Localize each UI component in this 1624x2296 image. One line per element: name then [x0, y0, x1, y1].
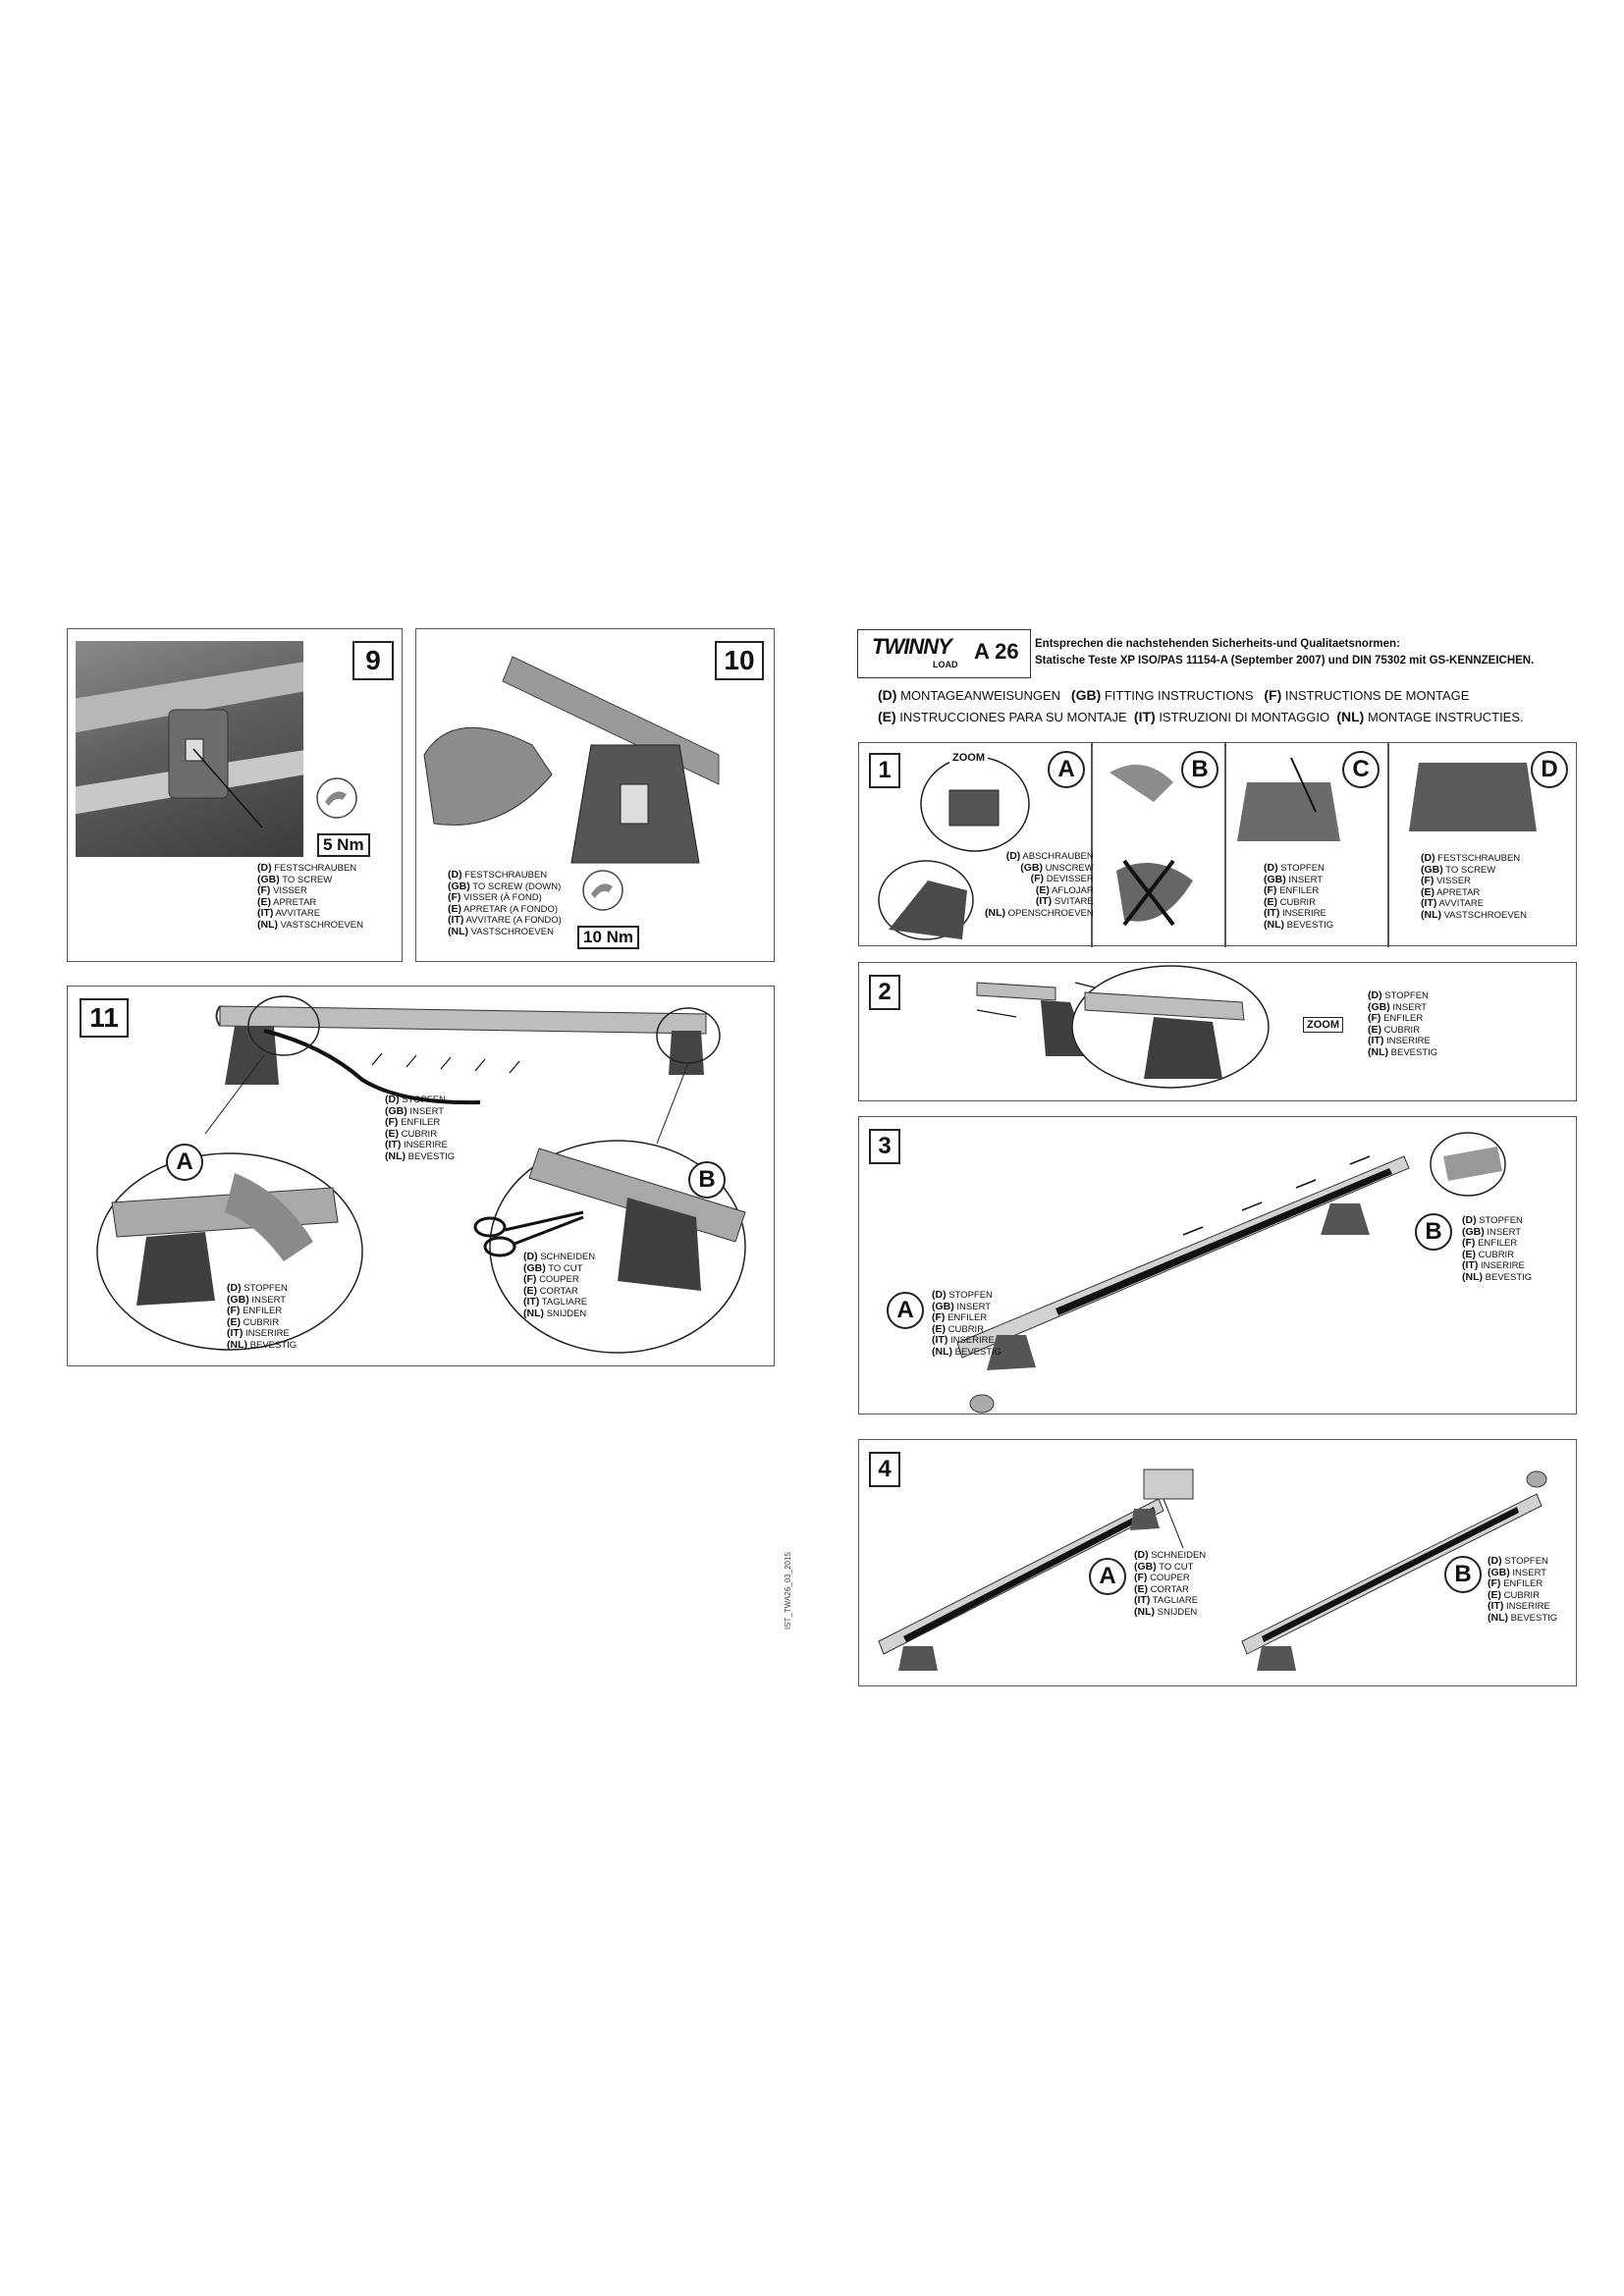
hand-tightening-illustration [424, 637, 719, 863]
step-10-legend: (D) FESTSCHRAUBEN (GB) TO SCREW (DOWN) (F) VISSER (À FOND) (E) APRETAR (A FONDO) (IT) AVVITARE (A FONDO) (NL) VASTSCHROEVEN [448, 869, 562, 937]
step-2-panel [858, 962, 1577, 1101]
step-4-b-marker: B [1444, 1556, 1482, 1593]
torque-value: 10 Nm [577, 926, 639, 949]
detail-b-marker: B [688, 1161, 726, 1199]
detail-a-marker: A [166, 1144, 203, 1181]
step-11-panel [67, 986, 775, 1366]
step-9-panel [67, 628, 403, 962]
step-1-d-legend: (D) FESTSCHRAUBEN (GB) TO SCREW (F) VISSER (E) APRETAR (IT) AVVITARE (NL) VASTSCHROEVEN [1421, 852, 1527, 921]
detail-a-legend: (D) STOPFEN (GB) INSERT (F) ENFILER (E) CUBRIR (IT) INSERIRE (NL) BEVESTIG [227, 1282, 298, 1351]
step-4-a-legend: (D) SCHNEIDEN (GB) TO CUT (F) COUPER (E) CORTAR (IT) TAGLIARE (NL) SNIJDEN [1134, 1549, 1207, 1618]
step-number: 9 [352, 641, 394, 680]
standards-line-2: Statische Teste XP ISO/PAS 11154-A (September 2007) und DIN 75302 mit GS-KENNZEICHEN. [1035, 655, 1535, 667]
step-1-b-marker: B [1181, 751, 1218, 788]
roof-bar-foot-illustration [76, 641, 303, 857]
step-number: 2 [869, 975, 900, 1010]
document-code: IST_TWA26_03_2015 [784, 1552, 792, 1629]
brand-logo [857, 629, 1031, 678]
standards-line-1: Entsprechen die nachstehenden Sicherheits-und Qualitaetsnormen: [1035, 638, 1400, 650]
step-1-a-marker: A [1048, 751, 1085, 788]
torque-value: 5 Nm [317, 833, 370, 857]
wrench-hand-icon [315, 776, 358, 820]
brand-sub: LOAD [933, 660, 958, 669]
step-2-illustration [859, 963, 1578, 1102]
step-number: 11 [80, 998, 129, 1038]
step-1-d-marker: D [1531, 751, 1568, 788]
step-2-legend: (D) STOPFEN (GB) INSERT (F) ENFILER (E) CUBRIR (IT) INSERIRE (NL) BEVESTIG [1368, 989, 1438, 1058]
step-9-legend: (D) FESTSCHRAUBEN (GB) TO SCREW (F) VISSER (E) APRETAR (IT) AVVITARE (NL) VASTSCHROEVEN [257, 862, 363, 931]
step-1-c-legend: (D) STOPFEN (GB) INSERT (F) ENFILER (E) CUBRIR (IT) INSERIRE (NL) BEVESTIG [1264, 862, 1334, 931]
model-name: A 26 [974, 639, 1019, 664]
detail-b-legend: (D) SCHNEIDEN (GB) TO CUT (F) COUPER (E) CORTAR (IT) TAGLIARE (NL) SNIJDEN [523, 1251, 596, 1319]
step-3-a-legend: (D) STOPFEN (GB) INSERT (F) ENFILER (E) CUBRIR (IT) INSERIRE (NL) BEVESTIG [932, 1289, 1002, 1358]
step-11-legend: (D) STOPFEN (GB) INSERT (F) ENFILER (E) CUBRIR (IT) INSERIRE (NL) BEVESTIG [385, 1094, 456, 1162]
step-10-panel [415, 628, 775, 962]
step-1-a-legend: (D) ABSCHRAUBEN (GB) UNSCREW (F) DEVISSER (E) AFLOJAR (IT) SVITARE (NL) OPENSCHROEVEN [985, 850, 1094, 919]
step-number: 4 [869, 1452, 900, 1487]
step-4-a-marker: A [1089, 1558, 1126, 1595]
step-3-b-legend: (D) STOPFEN (GB) INSERT (F) ENFILER (E) CUBRIR (IT) INSERIRE (NL) BEVESTIG [1462, 1214, 1533, 1283]
step-number: 3 [869, 1129, 900, 1164]
step-3-a-marker: A [887, 1292, 924, 1329]
step-number: 1 [869, 753, 900, 788]
brand-name: TWINNY [872, 634, 951, 659]
wrench-hand-icon [581, 869, 624, 912]
step-number: 10 [715, 641, 764, 680]
title-row-2: (E) INSTRUCCIONES PARA SU MONTAJE (IT) ISTRUZIONI DI MONTAGGIO (NL) MONTAGE INSTRUCTIES. [878, 709, 1524, 724]
title-row-1: (D) MONTAGEANWEISUNGEN (GB) FITTING INSTRUCTIONS (F) INSTRUCTIONS DE MONTAGE [878, 687, 1470, 703]
step-3-b-marker: B [1415, 1213, 1452, 1251]
zoom-label: ZOOM [1303, 1017, 1343, 1033]
step-9-photo [76, 641, 303, 857]
step-1-panel [858, 742, 1577, 946]
step-3-panel [858, 1116, 1577, 1415]
step-4-b-legend: (D) STOPFEN (GB) INSERT (F) ENFILER (E) CUBRIR (IT) INSERIRE (NL) BEVESTIG [1488, 1555, 1558, 1624]
zoom-label: ZOOM [949, 751, 988, 765]
step-4-panel [858, 1439, 1577, 1686]
step-1-c-marker: C [1342, 751, 1380, 788]
